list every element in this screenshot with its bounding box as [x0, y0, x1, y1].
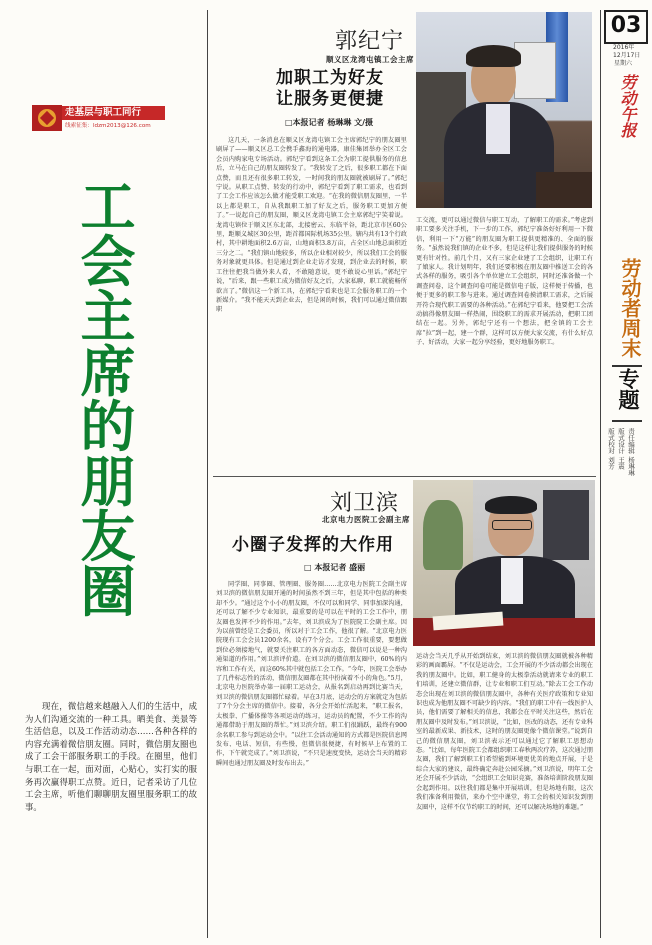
- article2-col1: 同学圈、同事圈、管理圈、服务圈……北京电力医院工会副主席刘卫滨的微信朋友圈开通的时间虽然不到三年，但是其中包括的种类却不少。“通过这个小小的朋友圈，不仅可以和同学、同事加深沟通，还可以了解不少专业知识，最重要的是可以在平时的工会工作中，朋友圈也发挥不少的作用。”去年，刘卫滨成为了医院院工会副主席。因为以前曾经是工会委员，所以对于工会工作，他很了解。“北京电力医院现有工会会员1200余名，设有7个分会。工会工作很重要，要想做到位必须接地气，就要关注职工的各方面动态，微信可以说是一种沟通渠道的作用。”刘卫滨评价道。在刘卫滨的微信朋友圈中，60%的内容和工作有关，而这60%其中就包括工会工作。“今年，医院工会举办了几件标志性的活动，微信朋友圈都在其中扮演着不小的角色。”5月，北京电力医院举办第一届职工运动会，从报名到启动再到比赛当天，刘卫滨的微信朋友圈都忙碌着。早在3月底，运动会的方案就定为包括了7个分会主席的微信中。接着，各分会开始忙活起来，“职工报名，太极拳、广播体操等各项运动的练习，运动员的配置，不少工作的沟通都借助于朋友圈的帮忙。”刘卫滨介绍。职工们很踊跃，最终有900余名职工参与到运动会中。“以往工会活动通知的方式都是医院信息网发布、电话、短信，有些慢，但微信很便捷，有时候早上布置的工作，下午就完成了。”刘卫滨说，“不只是速度变快，运动会当天的精彩瞬间也通过朋友圈及时发布出去。”: [216, 581, 407, 767]
- editor-credit: 责任编辑 杨琳琳: [627, 428, 635, 476]
- logo-title: 走基层与职工同行: [62, 106, 165, 120]
- section-name: 劳动者周末: [618, 258, 642, 358]
- article1-col2: 工交流，更可以通过微信与职工互动，了解职工的需求。”考虑到职工要多关注手机，下一步的工作，郭纪宁准备好好利用一下微信，利用一下“万能”的朋友圈为职工提供更精准的、全面的服务。“虽然说我们镇的企业不多，但是这样让我们提供服务的时候更有针对性。前几个月，又有三家企业建了工会组织，让职工有了娘家人。我计划明年，我们还要积极在朋友圈中推送工会的各式各样的服务，吸引各个单位建立工会组织，同时还准备做一个调查问卷，这个调查问卷可能是微信电子版，这样便于传播，也便于更多的职工参与进来。通过调查问卷摸清职工需求，之后展开符合现代职工需要的各种活动。”在郭纪宁看来，他要把工会活动搞得像朋友圈一样热闹，围绕职工的需求开展活动，把职工团结在一起。另外，郭纪宁还有一个想法，把全镇的工会主席“拉”到一起，建一个群，这样可以方便大家交流，有什么好点子、好活动，大家一起分享经验，更好地服务职工。: [416, 217, 593, 347]
- article2-headline: 小圈子发挥的大作用: [232, 535, 394, 555]
- article1-col1: 这几天，一条消息在顺义区龙湾屯镇工会主席郭纪宁的朋友圈里刷屏了——顺义区总工会携手鑫海的通电器，康佳集团举办全区工会会员内购家电专场活动。郭纪宁看到这条工会为职工提供服务的信息后，立马在自己的朋友圈转发了。“我转发了之后，很多职工都在下面点赞，而且还有很多职工转发，一时间我的朋友圈就被刷屏了。”郭纪宁说。从职工点赞、转发的行动中，郭纪宁看到了职工需求，也看到了工会工作应该怎么做才能受职工欢迎。“在我的微信朋友圈里，一半以上都是职工，自从我跟职工加了好友之后，服务职工更加方便了。”一说起自己的朋友圈，顺义区龙湾屯镇工会主席郭纪宁笑着说。龙湾屯镇位于顺义区东北部，北接密云、东临平谷，距北京市区60公里，距顺义城区30公里，距首都国际机场35公里。辖内共有13个行政村，其中耕地面积2.6万亩，山地面积3.8万亩，占全区山地总面积近三分之二。“我们镇山地较多，所以企业相对较少，所以我们工会的服务对象就更具体。但是通过到企业走访才发现，到企业去的时候，职工往往把我当做外来人看，不敢随意说，更不敢说心里话。”郭纪宁说，“后来，跟一些职工成为微信好友之后，大家私聊，职工就能畅所欲言了。”微信这一个新工具，在郭纪宁看来也是工会服务职工的一个新媒介。“我不能天天到企业去，但是闲的时候，我们可以通过微信跟职: [216, 137, 407, 314]
- article1-headline-2: 让服务更便捷: [276, 89, 384, 109]
- bracket-bottom: [612, 420, 642, 422]
- article2-photo-image: [413, 480, 595, 646]
- section-title: 工会主席的朋友圈: [80, 175, 136, 624]
- page-number: 03: [610, 13, 642, 38]
- date-day: 12月17日: [613, 52, 641, 59]
- article1-byline: □本报记者 杨琳琳 文/摄: [285, 118, 374, 127]
- left-divider: [207, 10, 208, 938]
- paper-name: 劳动午报: [618, 74, 637, 138]
- right-divider: [600, 10, 601, 938]
- page-number-box: [604, 10, 648, 44]
- weekday: 星期六: [614, 60, 633, 67]
- section-sub: 专题: [616, 368, 640, 410]
- article1-role: 顺义区龙湾屯镇工会主席: [326, 55, 414, 64]
- logo-emblem: [32, 105, 62, 131]
- column-logo: [32, 105, 162, 131]
- intro-paragraph: 现在，微信越来越融入人们的生活中，成为人们沟通交流的一种工具。晒美食、美景等生活信息，以及工作活动动态……各种各样的内容充满着微信朋友圈。同时，微信朋友圈也成了工会干部服务职工的手段。在圈里，他们与职工在一起，面对面，心贴心，实打实的服务再次赢得职工点赞。近日，记者采访了几位工会主席，听他们聊聊朋友圈里服务职工的故事。: [25, 701, 197, 812]
- editor-credits: [606, 428, 635, 518]
- editor-credit: 版式设计 王震: [617, 428, 625, 470]
- article1-name: 郭纪宁: [335, 29, 405, 54]
- article-divider: [213, 476, 596, 477]
- article2-col2: 运动会当天几乎从开始到结束，刘卫滨的微信朋友圈就被各种精彩的画面霸屏。“不仅是运动会，工会开展的不少活动都会出现在我的朋友圈中。比如，职工健身的太极拳活动就请来专业的职工们培训，还建立微信群，让专业和职工们互动。”除去工会工作动态会出现在刘卫滨的微信朋友圈中，各种有关医疗政策和专业知识也成为他朋友圈不可缺少的内容。“我们的职工中有一线医护人员，他们需要了解相关的信息，我都会在平时关注这些，然后在朋友圈中及时发布。”刘卫滨说，“比如，医改的动态，还有专业科室的最新成果、新技术，这时的朋友圈更像个微信课堂。”说到自己的微信朋友圈，刘卫滨表示还可以通过它了解职工思想动态。“比如，每年医院工会都组织职工春秋两次疗养，这次通过朋友圈，我们了解到职工们希望能到环境更优美的地点开展，于是综合大家的建议，最终确定奔赴公园采摘。”刘卫滨说，明年工会还会开展不少活动，“会组织工会知识竞赛，准备培训阶段朋友圈会起到作用。以往我们都是集中开展培训，但是场地有限，这次我们准备利用微信，来办个空中课堂，将工会的相关知识发到朋友圈中，这样不仅节约职工的时间，还可以解决场地的难题。”: [416, 653, 593, 811]
- article2-byline: □ 本报记者 盛丽: [304, 563, 366, 572]
- article1-headline-1: 加职工为好友: [276, 68, 384, 88]
- article2-name: 刘卫滨: [330, 491, 400, 516]
- bracket-top: [612, 365, 642, 367]
- article1-photo: [416, 12, 592, 208]
- logo-contact: 线索征集：ldzm2013@126.com: [65, 123, 151, 129]
- article2-role: 北京电力医院工会副主席: [322, 515, 410, 524]
- date-year: 2016年: [613, 44, 635, 51]
- editor-credit: 版式校对 刘芳: [607, 428, 615, 470]
